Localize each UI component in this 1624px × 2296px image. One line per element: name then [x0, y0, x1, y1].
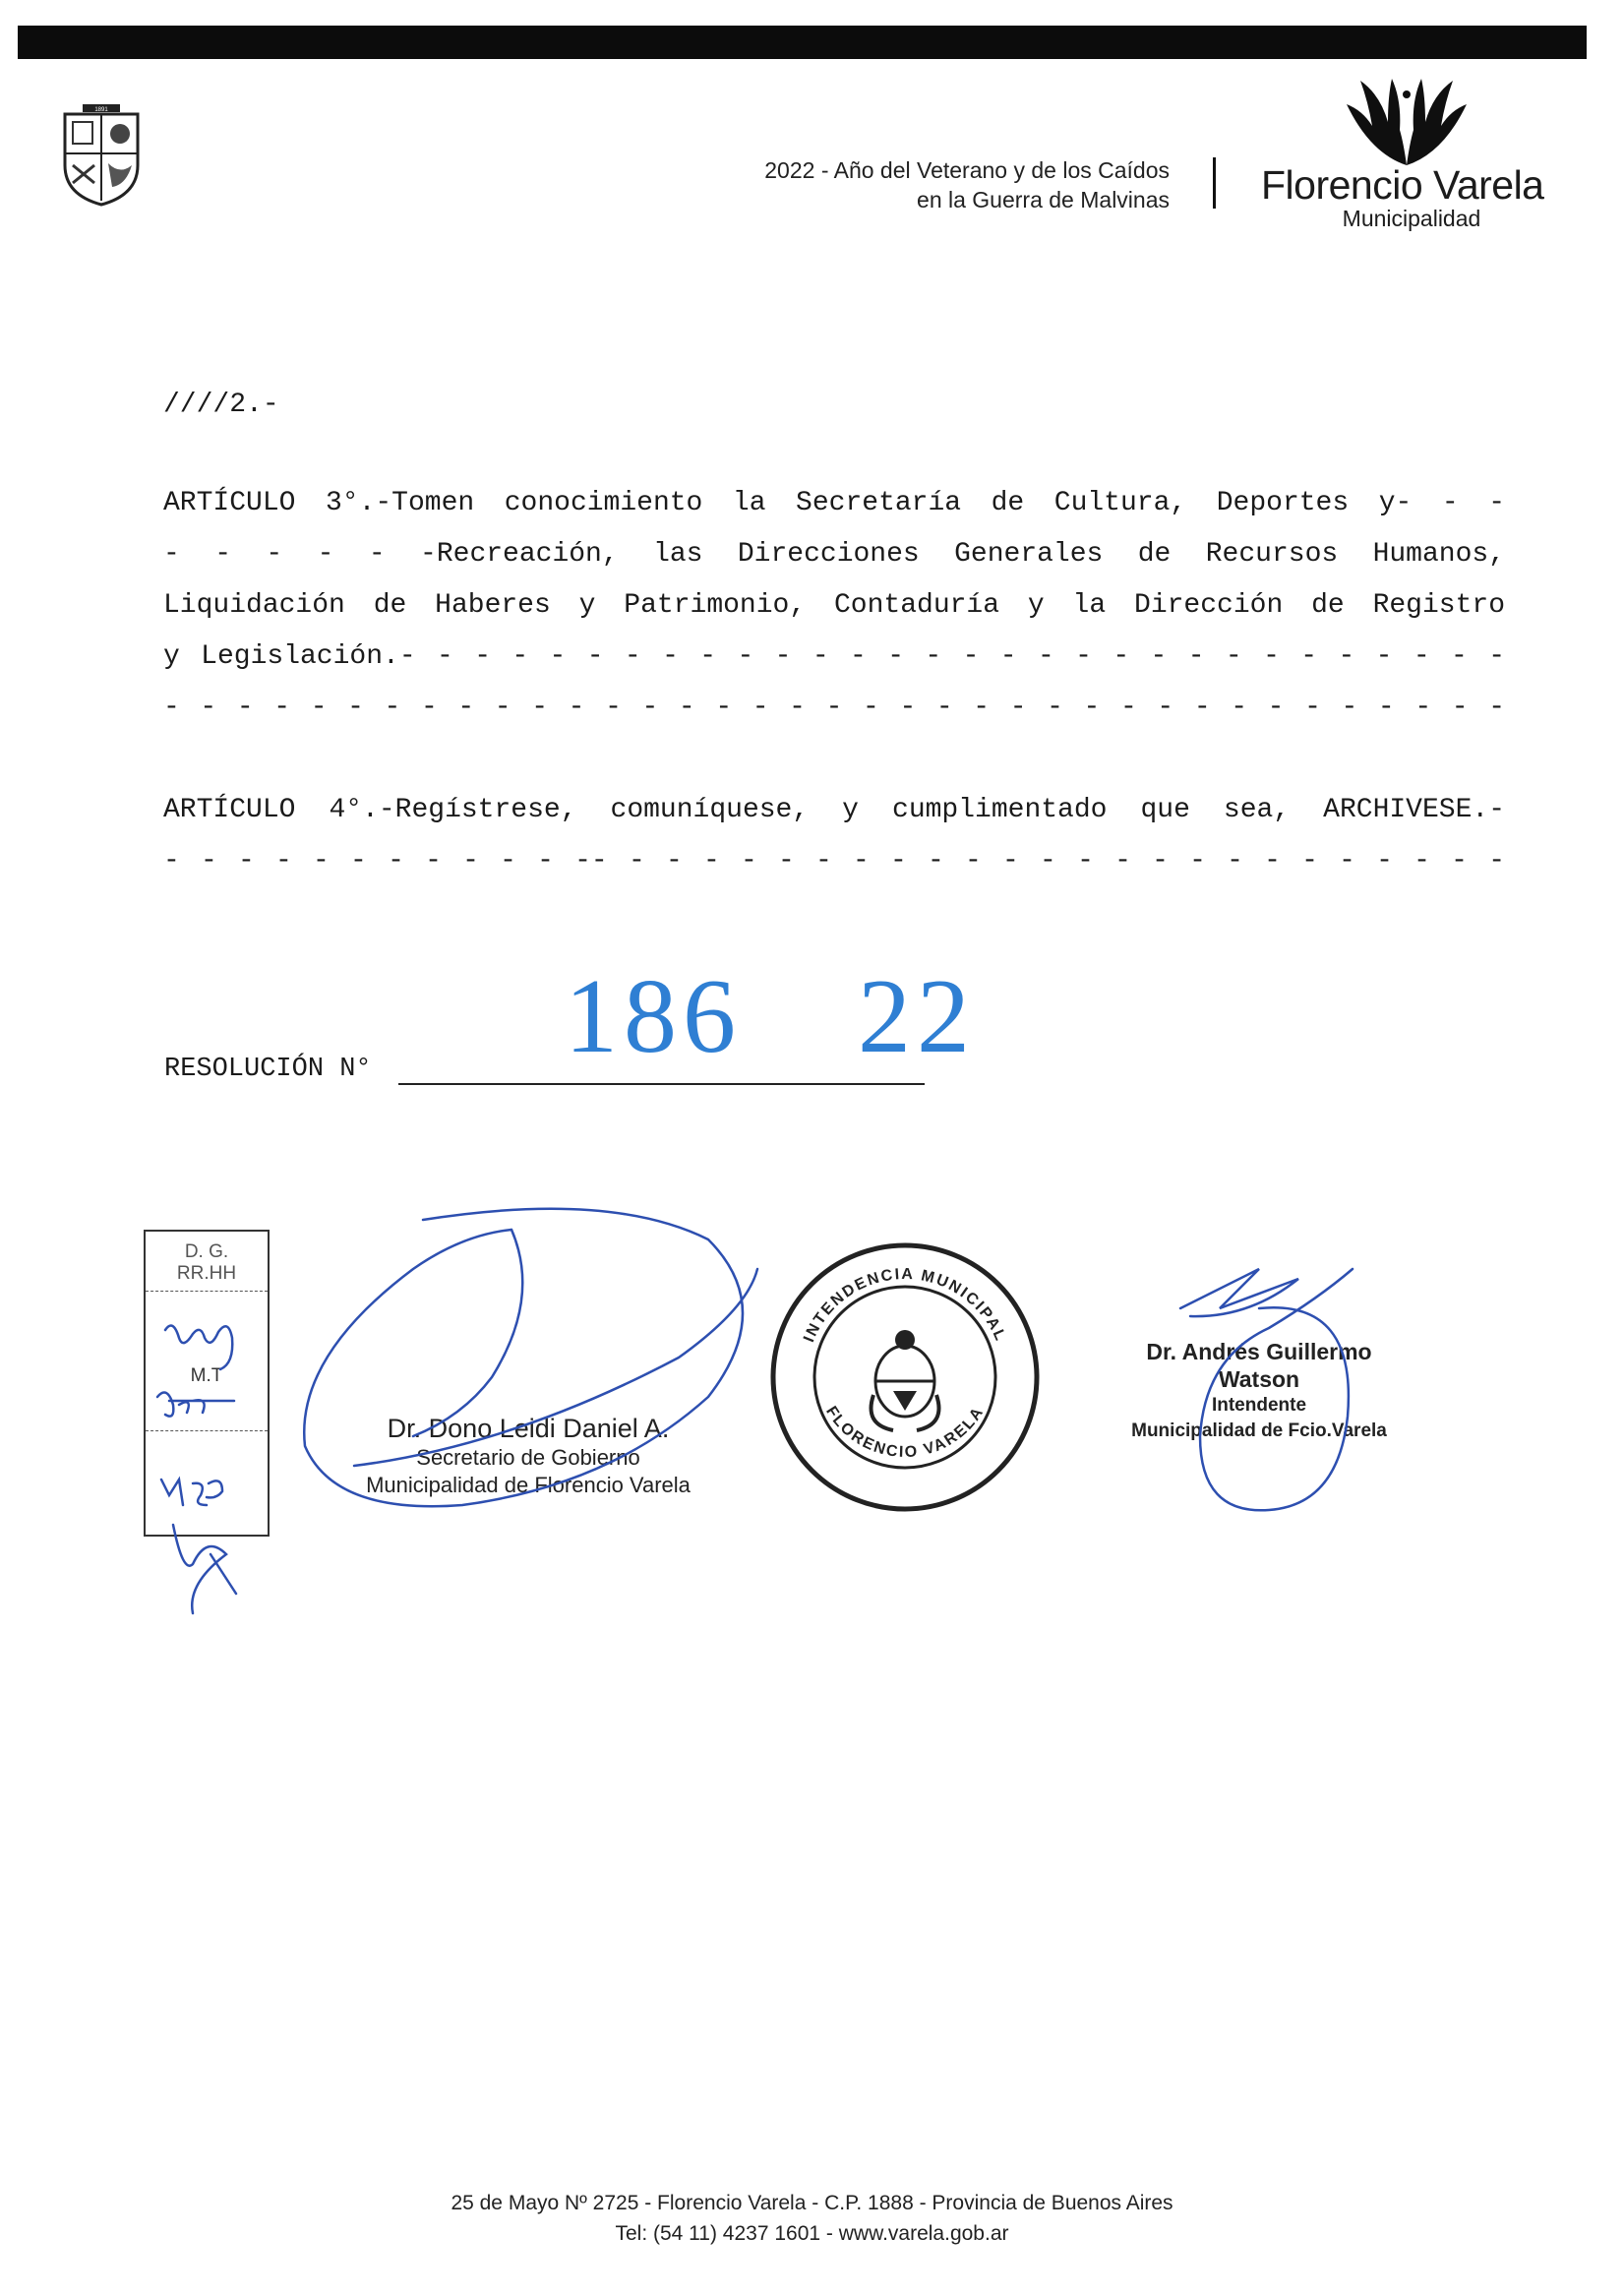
brand-block	[1261, 163, 1556, 230]
resolution-year-stamp: 22	[858, 958, 976, 1075]
mayor-title: Intendente	[1211, 1395, 1307, 1416]
dg-line-2: RR.HH	[176, 1263, 237, 1284]
article-3-line-2: - - - - - -Recreación, las Direcciones Generales de Recursos Humanos,	[163, 539, 1505, 570]
mayor-name: Dr. Andrés Guillermo Watson	[1146, 1339, 1372, 1392]
motto-line-2: en la Guerra de Malvinas	[917, 187, 1170, 212]
national-emblem-icon	[872, 1330, 939, 1430]
footer-address: 25 de Mayo Nº 2725 - Florencio Varela - C.P. 1888 - Provincia de Buenos Aires	[451, 2192, 1173, 2214]
mayor-signature-stroke	[1180, 1269, 1298, 1316]
signature-block-secretary	[366, 1413, 691, 1499]
seal-bottom-text: FLORENCIO VARELA	[822, 1403, 988, 1462]
secretary-title: Secretario de Gobierno	[416, 1445, 640, 1470]
secretary-name: Dr. Dono Leidi Daniel A.	[387, 1414, 670, 1443]
motto-line-1: 2022 - Año del Veterano y de los Caídos	[764, 157, 1170, 183]
resolution-underline	[398, 1083, 925, 1085]
header-bar	[18, 26, 1587, 59]
article-4-line-1: ARTÍCULO 4°.-Regístrese, comuníquese, y cumplimentado que sea, ARCHIVESE.-	[163, 795, 1505, 825]
dg-sign-cell	[146, 1291, 268, 1431]
year-motto	[764, 155, 1170, 214]
article-4-line-2: - - - - - - - - - - - -- - - - - - - - - - - - - - - - - - - - - - - - -	[163, 846, 1505, 876]
page-footer	[0, 2188, 1624, 2249]
municipal-seal	[765, 1238, 1045, 1517]
footer-contact: Tel: (54 11) 4237 1601 - www.varela.gob.ar	[615, 2222, 1009, 2245]
signature-block-mayor	[1112, 1338, 1407, 1444]
article-3-line-1: ARTÍCULO 3°.-Tomen conocimiento la Secretaría de Cultura, Deportes y- - -	[163, 488, 1505, 518]
article-3-line-4: y Legislación.- - - - - - - - - - - - - - - - - - - - - - - - - - - - - -	[163, 641, 1505, 672]
municipal-coat-of-arms-icon	[61, 104, 142, 207]
florencio-varela-flower-logo-icon	[1333, 75, 1480, 169]
brand-subtitle: Municipalidad	[1342, 206, 1481, 231]
seal-top-text: INTENDENCIA MUNICIPAL	[801, 1265, 1009, 1345]
svg-text:FLORENCIO VARELA	[822, 1404, 988, 1462]
article-3-line-5: - - - - - - - - - - - - - - - - - - - - - - - - - - - - - - - - - - - - -	[163, 693, 1505, 723]
crest-year-text: 1891	[94, 107, 108, 113]
dg-line-3: M.T	[190, 1365, 223, 1386]
brand-name: Florencio Varela	[1261, 162, 1544, 208]
page-marker: ////2.-	[163, 390, 279, 420]
resolution-label: RESOLUCIÓN N°	[164, 1055, 372, 1084]
mayor-org: Municipalidad de Fcio.Varela	[1131, 1420, 1387, 1441]
secretary-org: Municipalidad de Florencio Varela	[366, 1473, 691, 1497]
dg-line-1: D. G.	[184, 1241, 229, 1262]
dg-rrhh-approval-box	[144, 1230, 270, 1537]
resolution-number-stamp: 186	[565, 958, 742, 1075]
article-3-line-3: Liquidación de Haberes y Patrimonio, Contaduría y la Dirección de Registro	[163, 590, 1505, 621]
header-divider	[1213, 157, 1216, 209]
